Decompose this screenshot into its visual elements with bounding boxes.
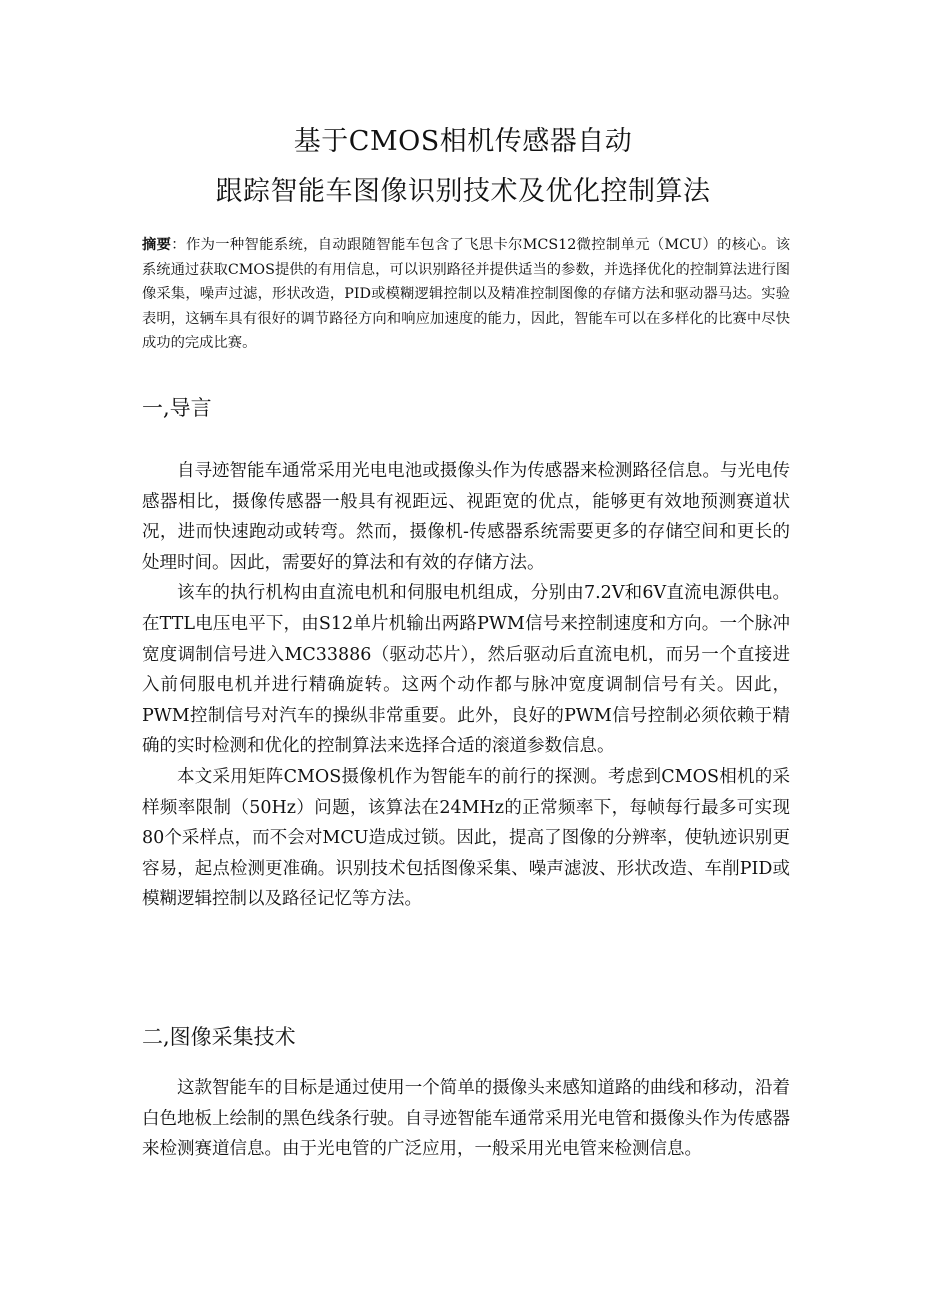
paragraph: 自寻迹智能车通常采用光电电池或摄像头作为传感器来检测路径信息。与光电传感器相比，摄像传感器一般具有视距远、视距宽的优点，能够更有效地预测赛道状况，进而快速跑动或转弯。然而，摄像机-传感器系统需要更多的存储空间和更长的处理时间。因此，需要好的算法和有效的存储方法。 (142, 461, 790, 573)
paragraph: 这款智能车的目标是通过使用一个简单的摄像头来感知道路的曲线和移动，沿着白色地板上绘制的黑色线条行驶。自寻迹智能车通常采用光电管和摄像头作为传感器来检测赛道信息。由于光电管的广泛应用，一般采用光电管来检测信息。 (142, 1078, 790, 1160)
section-body-image-acquisition (142, 1073, 790, 1165)
section-body-introduction (142, 456, 790, 915)
section-heading-image-acquisition: 二,图像采集技术 (142, 1025, 296, 1049)
paragraph: 该车的执行机构由直流电机和伺服电机组成，分别由7.2V和6V直流电源供电。在TTL电压电平下，由S12单片机输出两路PWM信号来控制速度和方向。一个脉冲宽度调制信号进入MC33886（驱动芯片），然后驱动后直流电机，而另一个直接进入前伺服电机并进行精确旋转。这两个动作都与脉冲宽度调制信号有关。因此，PWM控制信号对汽车的操纵非常重要。此外，良好的PWM信号控制必须依赖于精确的实时检测和优化的控制算法来选择合适的滚道参数信息。 (142, 583, 790, 757)
abstract-label: 摘要 (142, 237, 172, 253)
abstract (142, 233, 790, 356)
abstract-separator: ： (171, 237, 186, 253)
paper-title-line-1: 基于CMOS相机传感器自动 (293, 126, 633, 157)
paper-title-line-2: 跟踪智能车图像识别技术及优化控制算法 (215, 176, 711, 207)
paragraph: 本文采用矩阵CMOS摄像机作为智能车的前行的探测。考虑到CMOS相机的采样频率限制（50Hz）问题，该算法在24MHz的正常频率下，每帧每行最多可实现80个采样点，而不会对MCU造成过锁。因此，提高了图像的分辨率，使轨迹识别更容易，起点检测更准确。识别技术包括图像采集、噪声滤波、形状改造、车削PID或模糊逻辑控制以及路径记忆等方法。 (142, 766, 790, 910)
section-heading-introduction: 一,导言 (142, 396, 212, 420)
abstract-text: 作为一种智能系统，自动跟随智能车包含了飞思卡尔MCS12微控制单元（MCU）的核心。该系统通过获取CMOS提供的有用信息，可以识别路径并提供适当的参数，并选择优化的控制算法进行图像采集，噪声过滤，形状改造，PID或模糊逻辑控制以及精准控制图像的存储方法和驱动器马达。实验表明，这辆车具有很好的调节路径方向和响应加速度的能力，因此，智能车可以在多样化的比赛中尽快成功的完成比赛。 (142, 237, 791, 351)
